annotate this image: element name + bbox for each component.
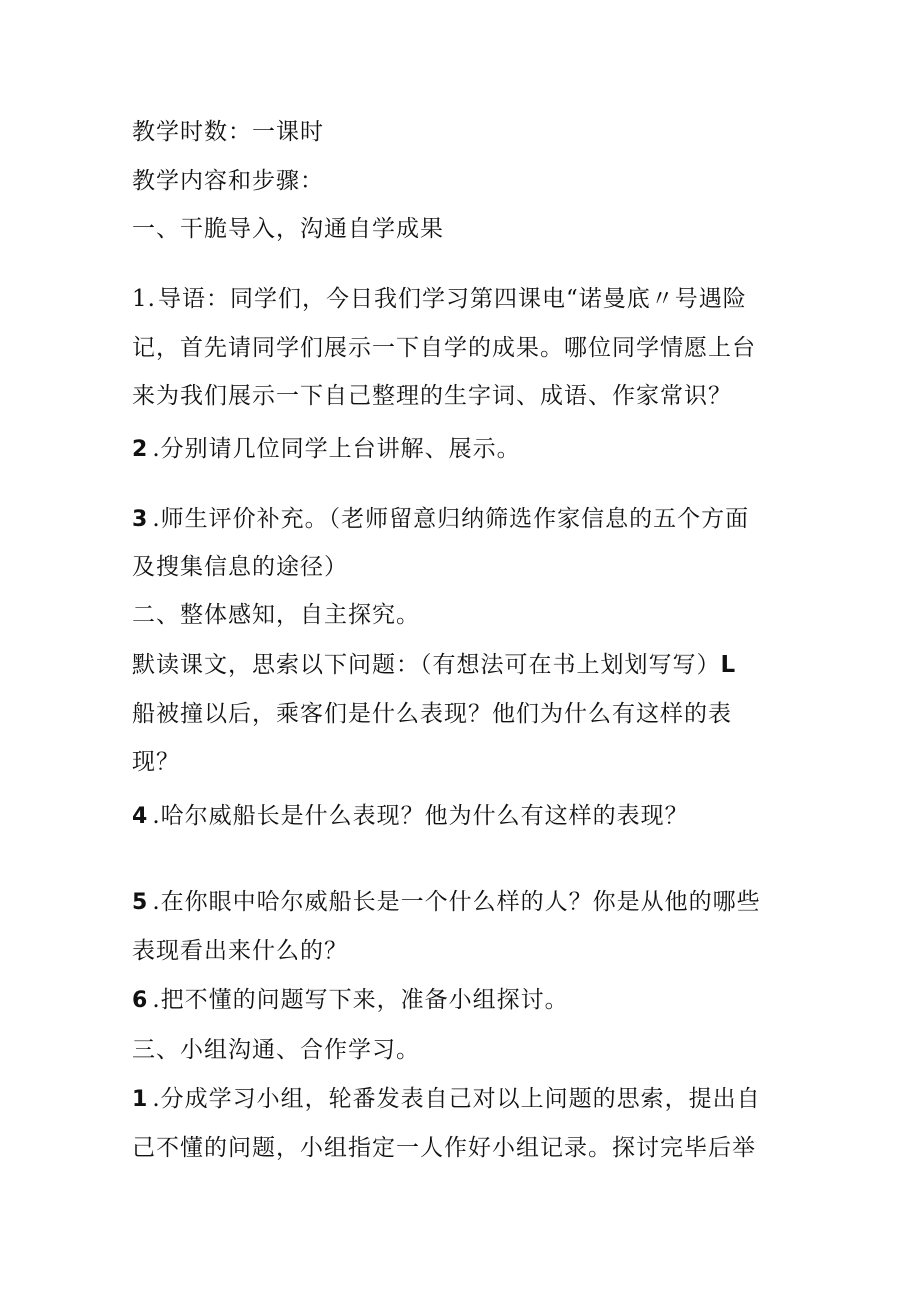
- s1-item-2-number: 2: [132, 437, 149, 462]
- s2-item-6-number: 6: [132, 988, 149, 1013]
- section-1-title: 一、干脆导入，沟通自学成果: [132, 216, 444, 242]
- section-2-title: 二、整体感知，自主探究。: [132, 602, 420, 628]
- s1-item-2-text: .分别请几位同学上台讲解、展示。: [152, 436, 521, 462]
- s2-item-5-text: .在你眼中哈尔威船长是一个什么样的人？你是从他的哪些: [152, 889, 761, 915]
- s2-item-4-text: .哈尔威船长是什么表现？他为什么有这样的表现？: [152, 803, 689, 829]
- s1-item-1-line-3: 来为我们展示一下自己整理的生字词、成语、作家常识？: [132, 383, 732, 409]
- s3-item-1-line-1: [132, 1084, 761, 1115]
- s1-item-3-line-1: [132, 504, 749, 535]
- s2-intro-text: 默读课文，思索以下问题：（有想法可在书上划划写写）: [132, 652, 721, 678]
- s2-item-6-text: .把不懂的问题写下来，准备小组探讨。: [152, 987, 569, 1013]
- s2-item-5-line-1: [132, 887, 761, 918]
- s2-item-4-number: 4: [132, 804, 149, 829]
- teaching-hours: 教学时数：一课时: [132, 119, 324, 145]
- s1-item-1-text: 导语：同学们，今日我们学习第四课电“诺曼底〃号遇险: [157, 286, 747, 312]
- s2-item-5-line-2: 表现看出来什么的？: [132, 938, 348, 964]
- s1-item-1-line-1: [132, 284, 747, 314]
- s1-item-1-number: 1.: [132, 286, 156, 312]
- s1-item-1-line-2: 记，首先请同学们展示一下自学的成果。哪位同学情愿上台: [132, 335, 756, 361]
- s2-intro-mark: L: [720, 652, 737, 678]
- s1-item-3-line-2: 及搜集信息的途径）: [132, 554, 348, 580]
- s2-item-5-number: 5: [132, 890, 149, 915]
- s3-item-1-line-2: 己不懂的问题，小组指定一人作好小组记录。探讨完毕后举: [132, 1135, 756, 1161]
- s2-question-1-line-1: 船被撞以后，乘客们是什么表现？他们为什么有这样的表: [132, 701, 732, 727]
- s2-item-6: [132, 985, 569, 1016]
- s1-item-2: [132, 434, 521, 465]
- s1-item-3-number: 3: [132, 507, 149, 532]
- s1-item-3-text: .师生评价补充。（老师留意归纳筛选作家信息的五个方面: [152, 506, 750, 532]
- s3-item-1-text: .分成学习小组，轮番发表自己对以上问题的思索，提出自: [152, 1086, 761, 1112]
- s2-intro: [132, 650, 736, 680]
- content-title: 教学内容和步骤：: [132, 168, 324, 194]
- section-3-title: 三、小组沟通、合作学习。: [132, 1037, 420, 1063]
- s2-question-1-line-2: 现？: [132, 749, 180, 775]
- s2-item-4: [132, 801, 689, 832]
- s3-item-1-number: 1: [132, 1087, 149, 1112]
